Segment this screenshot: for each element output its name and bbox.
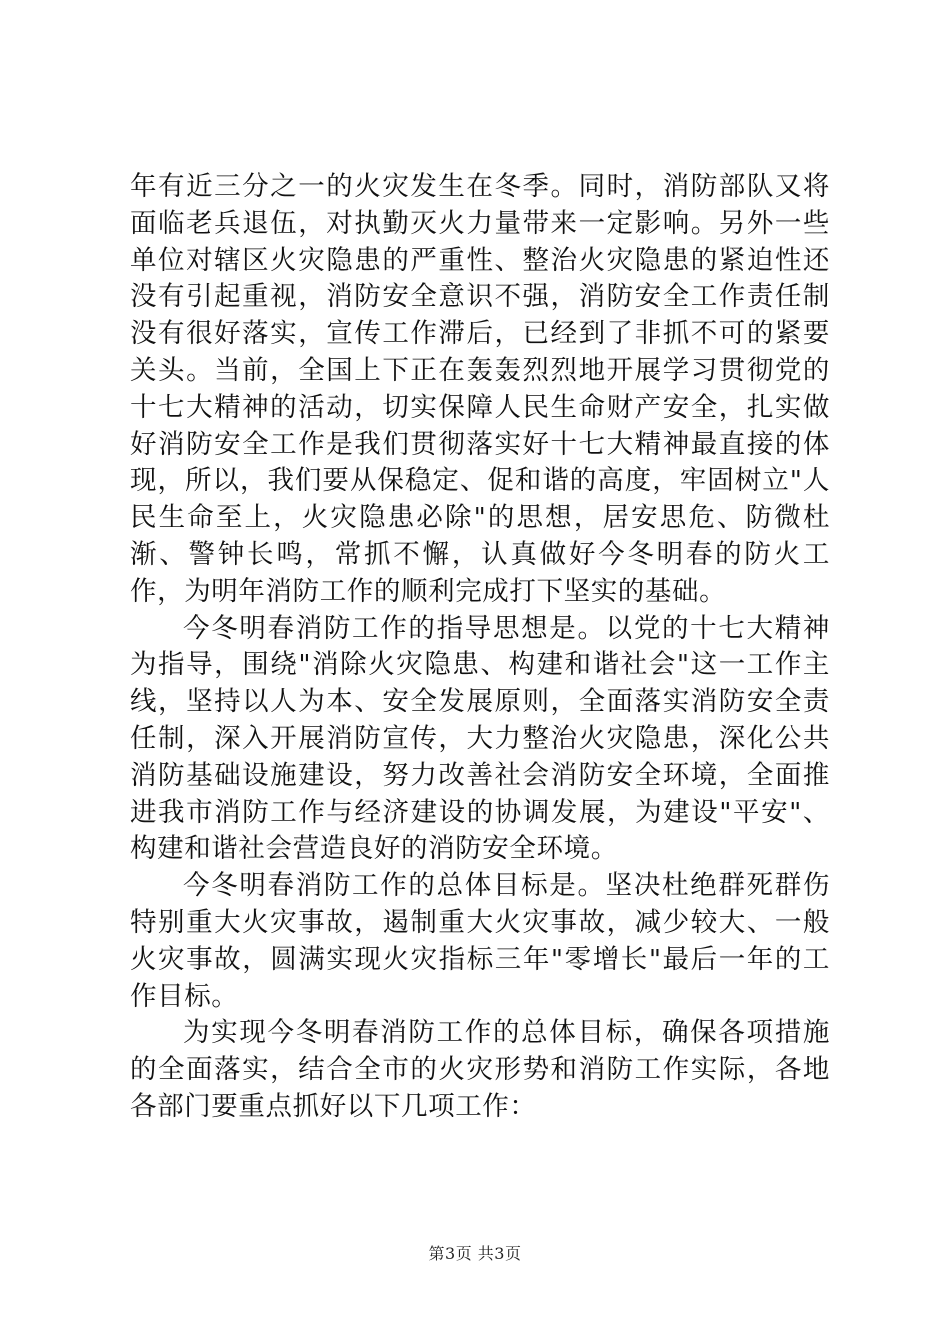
paragraph-3: 今冬明春消防工作的总体目标是。坚决杜绝群死群伤特别重大火灾事故，遏制重大火灾事故，减少较大、一般火灾事故，圆满实现火灾指标三年"零增长"最后一年的工作目标。: [130, 870, 830, 1012]
page-footer: 第3页 共3页: [428, 1244, 522, 1263]
paragraph-2: 今冬明春消防工作的指导思想是。以党的十七大精神为指导，围绕"消除火灾隐患、构建和谐社会"这一工作主线，坚持以人为本、安全发展原则，全面落实消防安全责任制，深入开展消防宣传，大力整治火灾隐患，深化公共消防基础设施建设，努力改善社会消防安全环境，全面推进我市消防工作与经济建设的协调发展，为建设"平安"、构建和谐社会营造良好的消防安全环境。: [130, 612, 830, 865]
document-body: [130, 169, 830, 1126]
paragraph-1: 年有近三分之一的火灾发生在冬季。同时，消防部队又将面临老兵退伍，对执勤灭火力量带来一定影响。另外一些单位对辖区火灾隐患的严重性、整治火灾隐患的紧迫性还没有引起重视，消防安全意识不强，消防安全工作责任制没有很好落实，宣传工作滞后，已经到了非抓不可的紧要关头。当前，全国上下正在轰轰烈烈地开展学习贯彻党的十七大精神的活动，切实保障人民生命财产安全，扎实做好消防安全工作是我们贯彻落实好十七大精神最直接的体现，所以，我们要从保稳定、促和谐的高度，牢固树立"人民生命至上，火灾隐患必除"的思想，居安思危、防微杜渐、警钟长鸣，常抓不懈，认真做好今冬明春的防火工作，为明年消防工作的顺利完成打下坚实的基础。: [130, 171, 830, 607]
paragraph-4: 为实现今冬明春消防工作的总体目标，确保各项措施的全面落实，结合全市的火灾形势和消防工作实际，各地各部门要重点抓好以下几项工作：: [130, 1017, 830, 1122]
